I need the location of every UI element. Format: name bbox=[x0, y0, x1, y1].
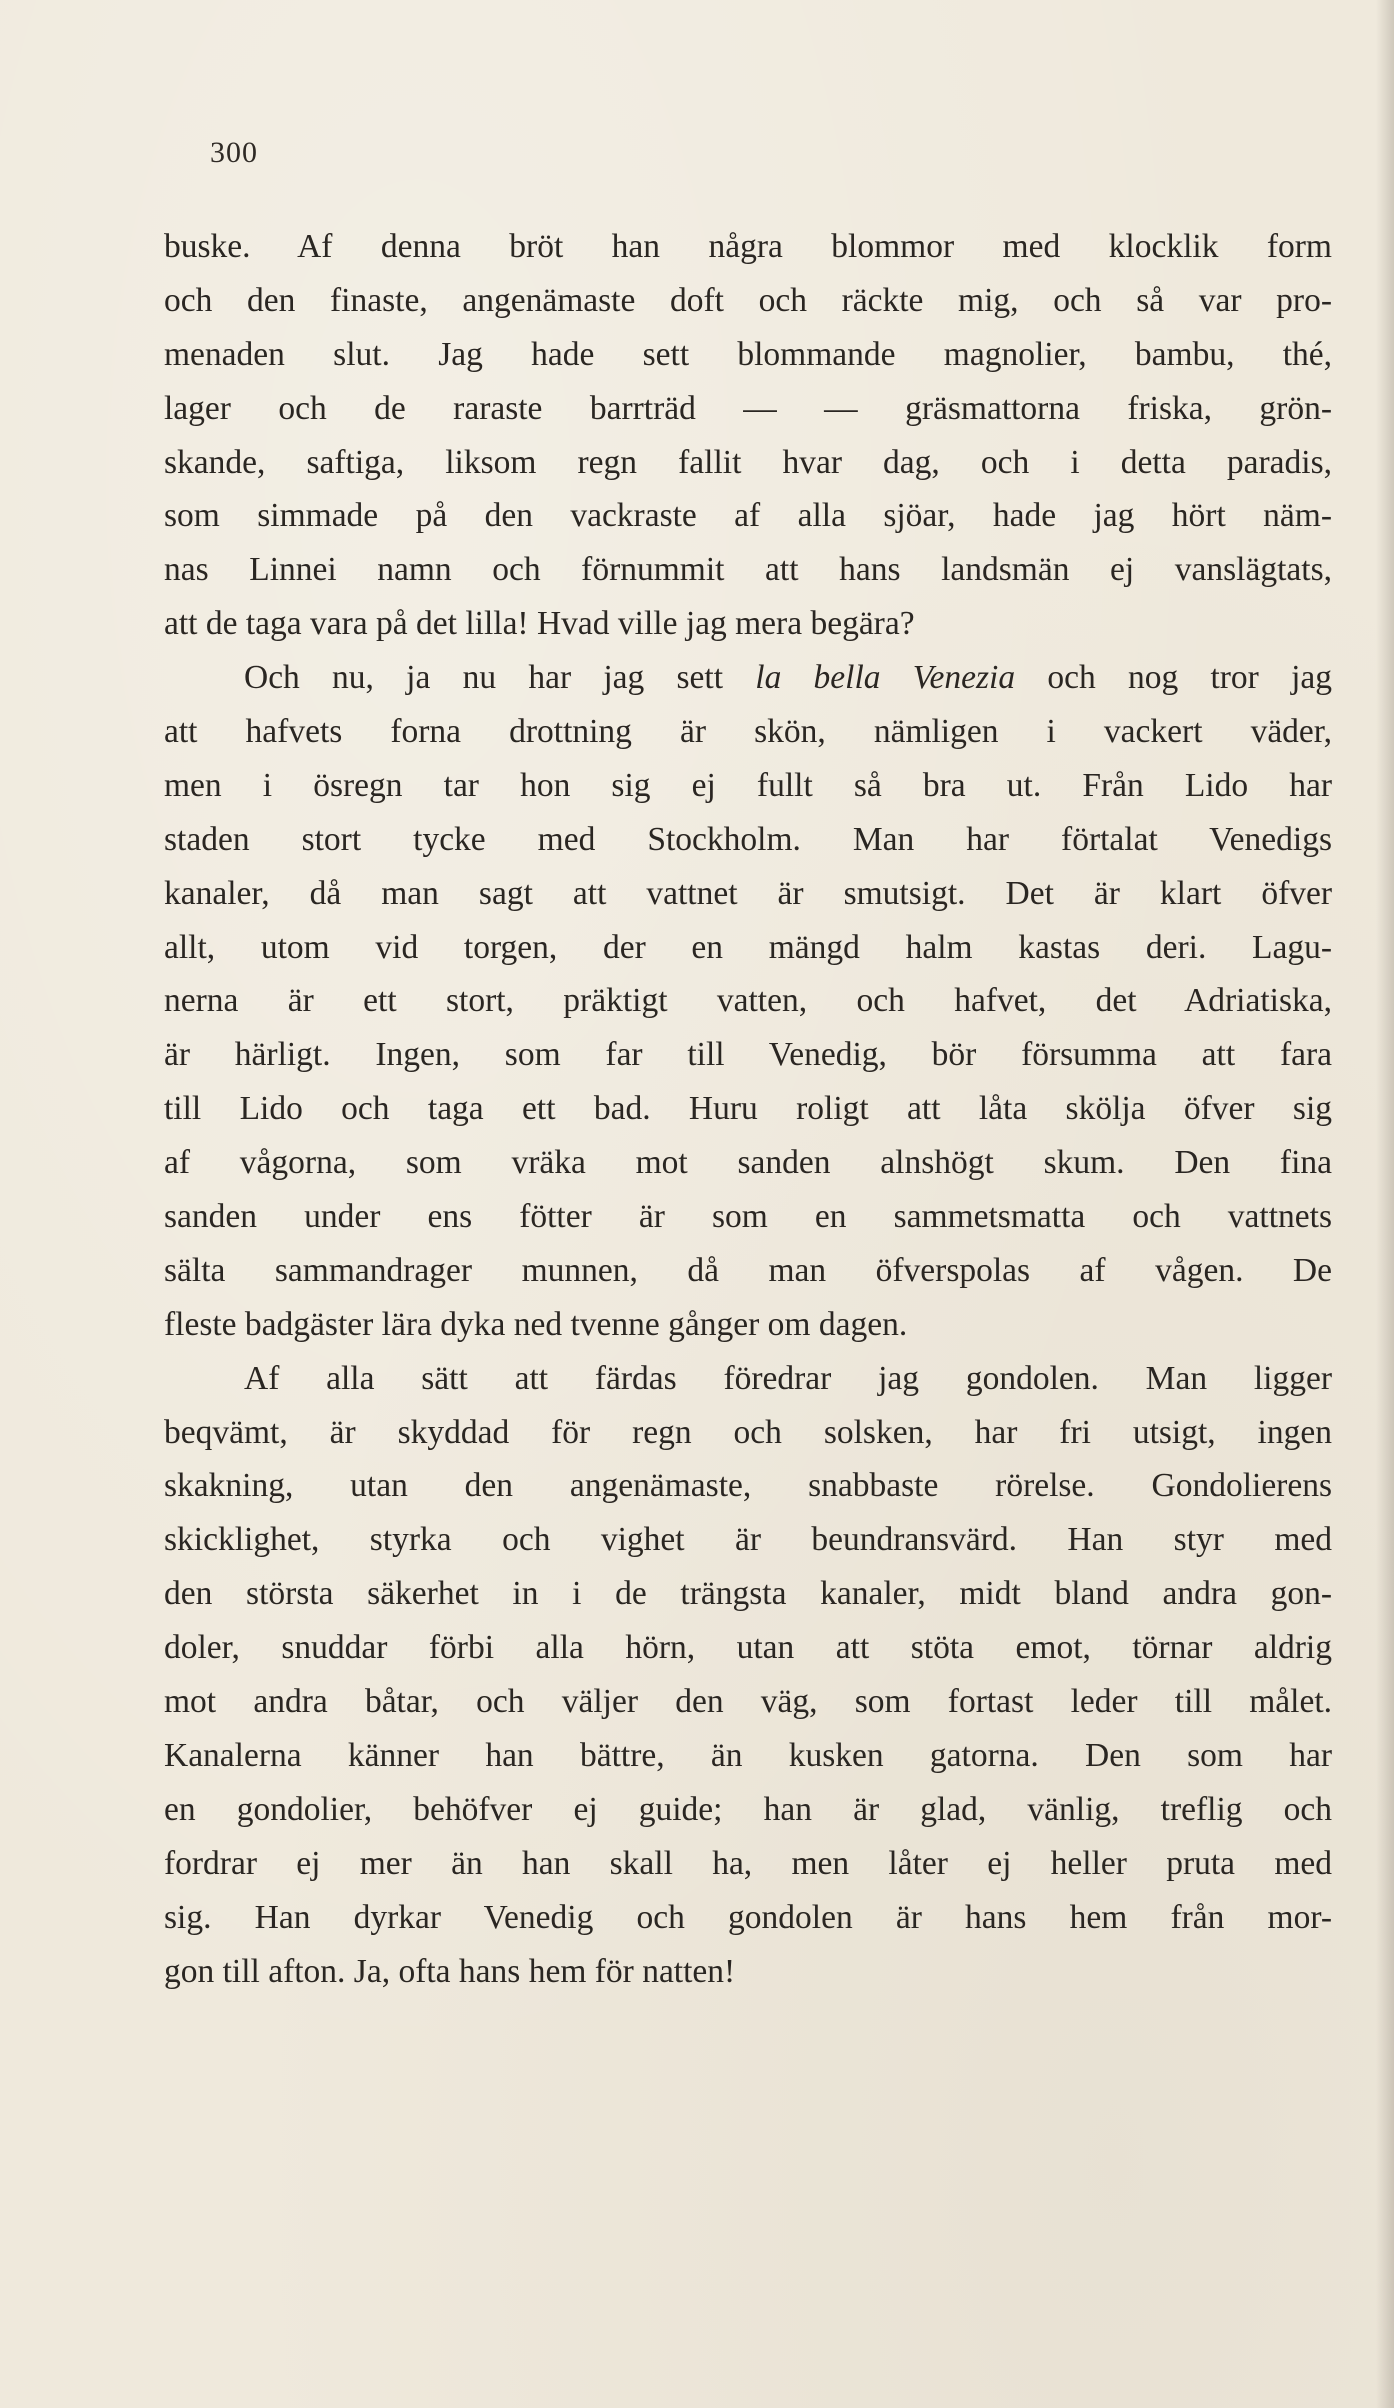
text-line: skicklighet, styrka och vighet är beundransvärd. Han styr med bbox=[164, 1521, 1332, 1559]
text-line: som simmade på den vackraste af alla sjöar, hade jag hört näm- bbox=[164, 497, 1332, 535]
text-run: och nog tror jag bbox=[1015, 659, 1332, 697]
text-line: af vågorna, som vräka mot sanden alnshögt skum. Den fina bbox=[164, 1144, 1332, 1182]
text-line: doler, snuddar förbi alla hörn, utan att stöta emot, törnar aldrig bbox=[164, 1629, 1332, 1667]
text-line: skande, saftiga, liksom regn fallit hvar dag, och i detta paradis, bbox=[164, 443, 1332, 481]
text-line: är härligt. Ingen, som far till Venedig, bör försumma att fara bbox=[164, 1036, 1332, 1074]
text-line: beqvämt, är skyddad för regn och solsken, har fri utsigt, ingen bbox=[164, 1413, 1332, 1451]
text-line: den största säkerhet in i de trängsta kanaler, midt bland andra gon- bbox=[164, 1575, 1332, 1613]
text-line: fordrar ej mer än han skall ha, men låter ej heller pruta med bbox=[164, 1844, 1332, 1882]
text-line: sig. Han dyrkar Venedig och gondolen är hans hem från mor- bbox=[164, 1898, 1332, 1936]
text-line: kanaler, då man sagt att vattnet är smutsigt. Det är klart öfver bbox=[164, 874, 1332, 912]
text-line: nas Linnei namn och förnummit att hans landsmän ej vanslägtats, bbox=[164, 551, 1332, 589]
text-line: allt, utom vid torgen, der en mängd halm kastas deri. Lagu- bbox=[164, 928, 1332, 966]
text-line: lager och de raraste barrträd — — gräsmattorna friska, grön- bbox=[164, 389, 1332, 427]
text-line: sälta sammandrager munnen, då man öfverspolas af vågen. De bbox=[164, 1251, 1332, 1289]
text-line: fleste badgäster lära dyka ned tvenne gånger om dagen. bbox=[164, 1305, 908, 1343]
text-line: och den finaste, angenämaste doft och räckte mig, och så var pro- bbox=[164, 281, 1332, 319]
text-line: Kanalerna känner han bättre, än kusken gatorna. Den som har bbox=[164, 1736, 1332, 1774]
text-line: mot andra båtar, och väljer den väg, som fortast leder till målet. bbox=[164, 1683, 1332, 1721]
text-line: nerna är ett stort, präktigt vatten, och hafvet, det Adriatiska, bbox=[164, 982, 1332, 1020]
paragraph-first-line bbox=[164, 651, 1332, 705]
italic-phrase: la bella Venezia bbox=[755, 659, 1016, 697]
text-line: men i ösregn tar hon sig ej fullt så bra ut. Från Lido har bbox=[164, 766, 1332, 804]
text-line: gon till afton. Ja, ofta hans hem för natten! bbox=[164, 1952, 736, 1990]
text-line: menaden slut. Jag hade sett blommande magnolier, bambu, thé, bbox=[164, 335, 1332, 373]
text-line: till Lido och taga ett bad. Huru roligt att låta skölja öfver sig bbox=[164, 1090, 1332, 1128]
text-line: en gondolier, behöfver ej guide; han är glad, vänlig, treflig och bbox=[164, 1790, 1332, 1828]
text-line: att hafvets forna drottning är skön, nämligen i vackert väder, bbox=[164, 713, 1332, 751]
text-line: buske. Af denna bröt han några blommor med klocklik form bbox=[164, 228, 1332, 265]
text-line: att de taga vara på det lilla! Hvad ville jag mera begära? bbox=[164, 605, 915, 643]
text-line: staden stort tycke med Stockholm. Man har förtalat Venedigs bbox=[164, 820, 1332, 858]
page-number: 300 bbox=[210, 136, 258, 169]
text-run: Och nu, ja nu har jag sett bbox=[244, 659, 756, 697]
page-edge-shadow bbox=[1376, 0, 1394, 2408]
text-line: skakning, utan den angenämaste, snabbaste rörelse. Gondolierens bbox=[164, 1467, 1332, 1505]
text-line: sanden under ens fötter är som en sammetsmatta och vattnets bbox=[164, 1198, 1332, 1236]
body-text bbox=[164, 220, 1332, 1998]
paragraph-first-line: Af alla sätt att färdas föredrar jag gondolen. Man ligger bbox=[244, 1359, 1332, 1397]
